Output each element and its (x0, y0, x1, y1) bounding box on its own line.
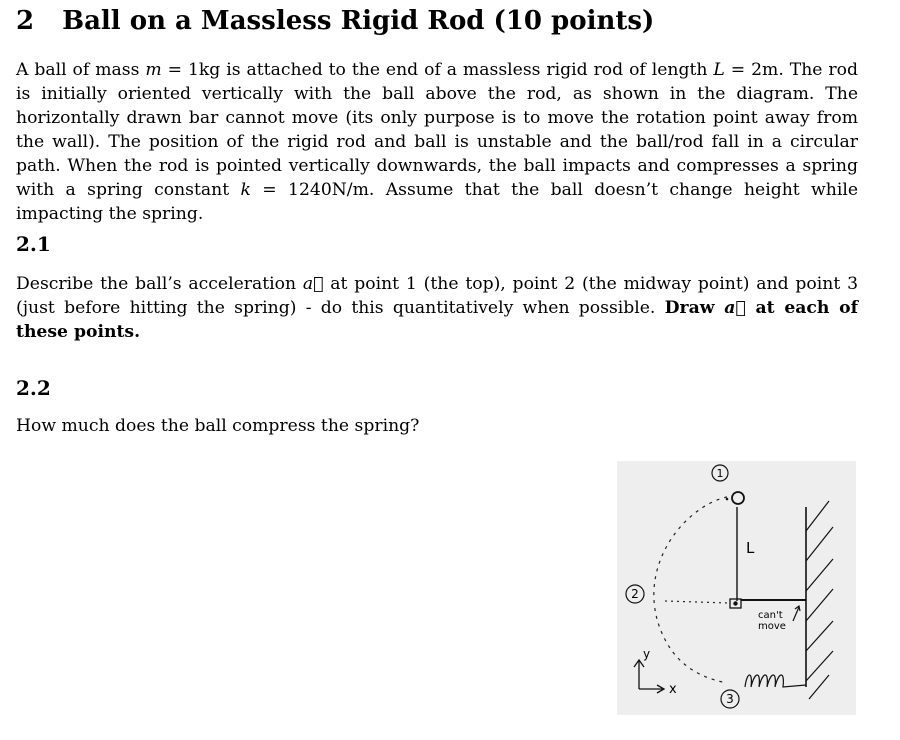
section-number: 2 (16, 6, 35, 36)
q1-text-1: Describe the ball’s acceleration (16, 274, 303, 294)
dashed-horizontal-guide (665, 601, 729, 603)
acceleration-vector-bold: a⃗ (724, 298, 746, 318)
subsection-2-1-heading: 2.1 (16, 232, 51, 256)
ball-dot (726, 498, 729, 501)
acceleration-vector: a⃗ (302, 274, 324, 294)
diagram-figure (617, 461, 856, 715)
intro-text-4: = 1240N/m. Assume that the ball doesn’t change height while impacting the spring. (16, 180, 858, 224)
wall-hatching (806, 501, 833, 699)
subsection-2-2-text: How much does the ball compress the spring? (16, 416, 420, 436)
point-2-label: 2 (631, 587, 639, 601)
axis-y-label: y (643, 647, 651, 661)
section-title: Ball on a Massless Rigid Rod (10 points) (62, 6, 655, 36)
length-variable: L (713, 60, 725, 80)
q1-text-2: at point 1 (the top), point 2 (the midway point) and point 3 (just before hitting the spring) - do this quantitatively when possible. (16, 274, 858, 318)
spring-constant-variable: k (240, 180, 251, 200)
rod-length-label: L (746, 539, 755, 557)
dashed-circular-path (654, 497, 727, 683)
q1-bold-2: at each of these points. (16, 298, 858, 342)
subsection-2-2-heading: 2.2 (16, 376, 51, 400)
diagram-svg (617, 461, 856, 715)
intro-text-1: A ball of mass (16, 60, 146, 80)
bar-note-line-1: can't (758, 610, 783, 621)
ball (732, 492, 744, 504)
intro-text-3: = 2m. The rod is initially oriented vertically with the ball above the rod, as shown in the diagram. The horizontally drawn bar cannot move (its only purpose is to move the rotation point away from the wall). The position of the rigid rod and ball is unstable and the ball/rod fall in a circular path. When the rod is pointed vertically downwards, the ball impacts and compresses a spring with a spring constant (16, 60, 858, 200)
mass-variable: m (145, 60, 162, 80)
spring (745, 675, 806, 687)
subsection-2-1-text (16, 272, 858, 344)
note-arrow (793, 607, 799, 621)
point-3-label: 3 (726, 692, 734, 706)
section-heading (16, 6, 654, 36)
point-1-label: 1 (716, 467, 724, 480)
q1-bold-1: Draw (664, 298, 725, 318)
intro-text-2: = 1kg is attached to the end of a massless rigid rod of length (161, 60, 714, 80)
axis-x-label: x (669, 682, 677, 697)
pivot-point (733, 601, 737, 605)
bar-note-line-2: move (758, 621, 786, 632)
problem-intro (16, 58, 858, 226)
